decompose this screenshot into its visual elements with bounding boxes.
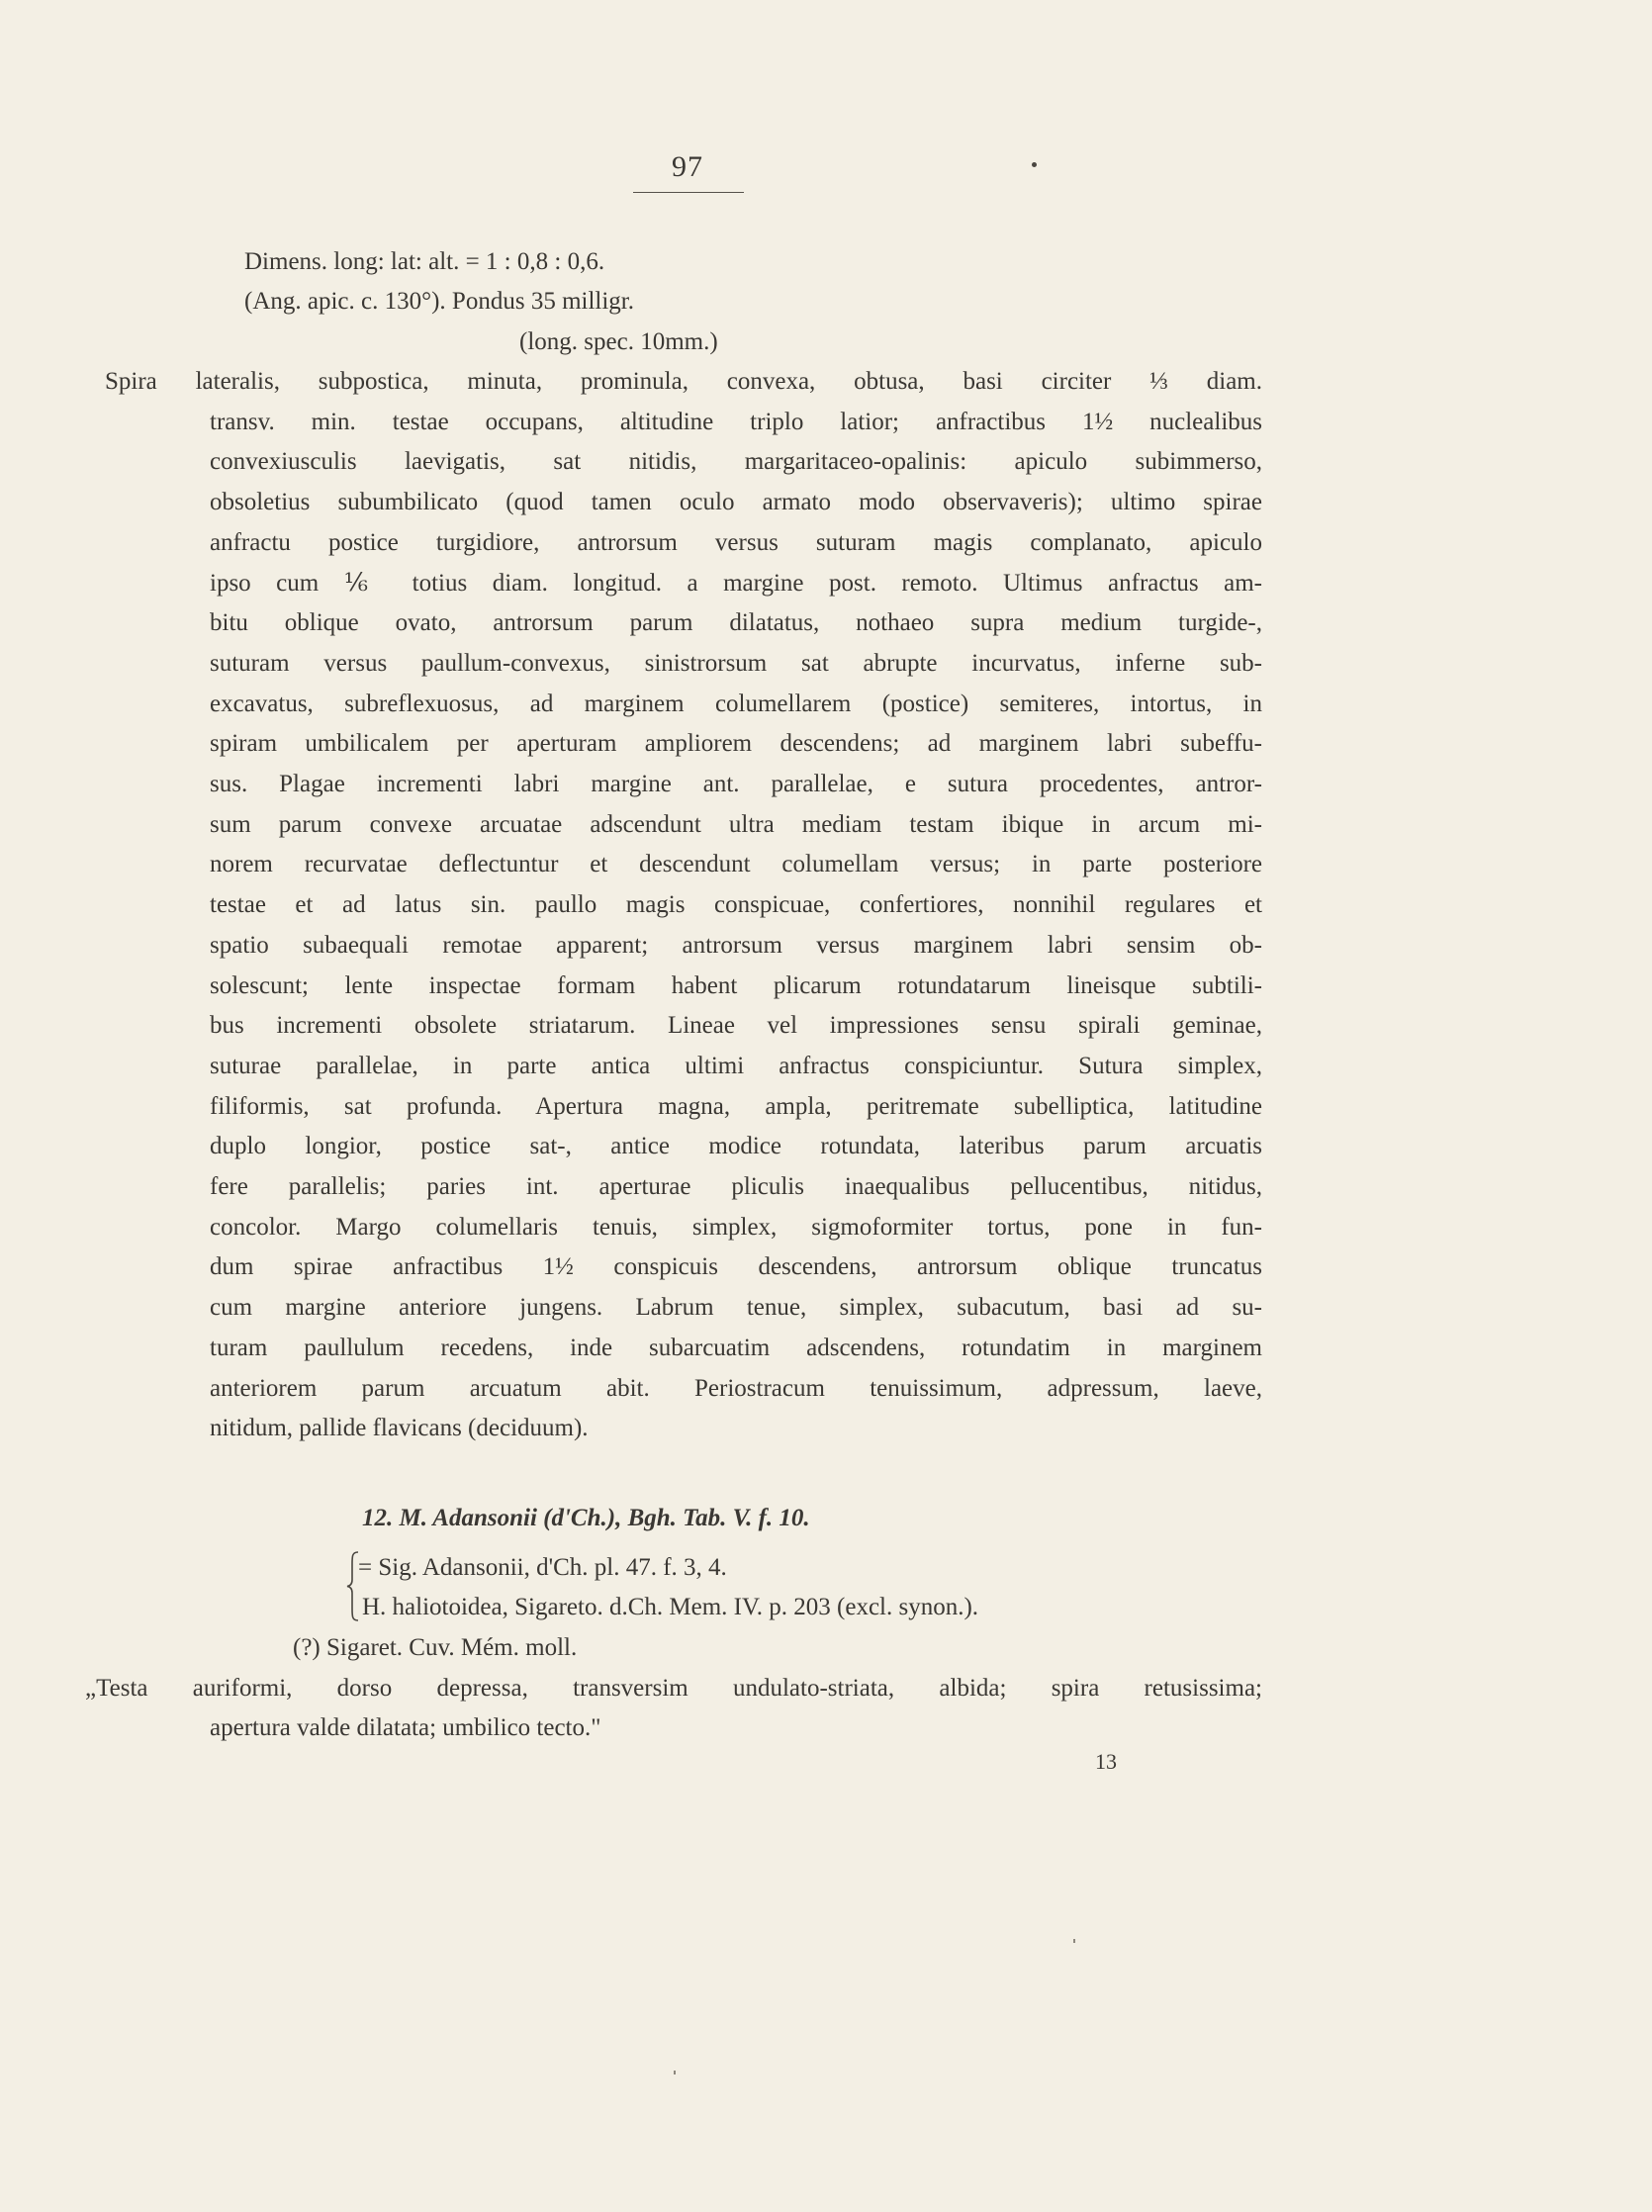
paper-speck [674, 2071, 676, 2074]
description-line: cum margine anteriore jungens. Labrum tenue, simplex, subacutum, basi ad su- [210, 1294, 1262, 1321]
page-number-rule [633, 192, 744, 193]
description-line: norem recurvatae deflectuntur et descendunt columellam versus; in parte posteriore [210, 851, 1262, 877]
description-line: spatio subaequali remotae apparent; antrorsum versus marginem labri sensim ob- [210, 932, 1262, 959]
description-line: bitu oblique ovato, antrorsum parum dilatatus, nothaeo supra medium turgide-, [210, 609, 1262, 636]
dimensions-line: (Ang. apic. c. 130°). Pondus 35 milligr. [244, 288, 634, 315]
species-heading: 12. M. Adansonii (d'Ch.), Bgh. Tab. V. f. 10. [362, 1505, 810, 1531]
dimensions-line: Dimens. long: lat: alt. = 1 : 0,8 : 0,6. [244, 248, 605, 275]
dimensions-line: (long. spec. 10mm.) [519, 328, 718, 355]
description-line: anteriorem parum arcuatum abit. Periostracum tenuissimum, adpressum, laeve, [210, 1375, 1262, 1402]
description-line: sum parum convexe arcuatae adscendunt ultra mediam testam ibique in arcum mi- [210, 811, 1262, 838]
synonym-line: H. haliotoidea, Sigareto. d.Ch. Mem. IV. p. 203 (excl. synon.). [362, 1594, 979, 1620]
synonym-line: = Sig. Adansonii, d'Ch. pl. 47. f. 3, 4. [358, 1554, 727, 1581]
description-line: obsoletius subumbilicato (quod tamen oculo armato modo observaveris); ultimo spirae [210, 489, 1262, 515]
ink-dot [1032, 162, 1037, 167]
description-line: bus incrementi obsolete striatarum. Lineae vel impressiones sensu spirali geminae, [210, 1012, 1262, 1039]
paper-speck [1073, 1939, 1075, 1943]
description-line: excavatus, subreflexuosus, ad marginem columellarem (postice) semiteres, intortus, in [210, 691, 1262, 717]
description-line: testae et ad latus sin. paullo magis conspicuae, confertiores, nonnihil regulares et [210, 891, 1262, 918]
description-line: spiram umbilicalem per aperturam ampliorem descendens; ad marginem labri subeffu- [210, 730, 1262, 757]
description-line: nitidum, pallide flavicans (deciduum). [210, 1415, 589, 1441]
description-line: concolor. Margo columellaris tenuis, simplex, sigmoformiter tortus, pone in fun- [210, 1214, 1262, 1241]
description-line: solescunt; lente inspectae formam habent plicarum rotundatarum lineisque subtili- [210, 972, 1262, 999]
description-line: convexiusculis laevigatis, sat nitidis, margaritaceo-opalinis: apiculo subimmerso, [210, 448, 1262, 475]
description-line: fere parallelis; paries int. aperturae pliculis inaequalibus pellucentibus, nitidus, [210, 1173, 1262, 1200]
description-line: anfractu postice turgidiore, antrorsum versus suturam magis complanato, apiculo [210, 529, 1262, 556]
description-line: suturam versus paullum-convexus, sinistrorsum sat abrupte incurvatus, inferne sub- [210, 650, 1262, 677]
folio-mark: 13 [1095, 1749, 1117, 1774]
description-line: filiformis, sat profunda. Apertura magna, ampla, peritremate subelliptica, latitudine [210, 1093, 1262, 1120]
synonym-line: (?) Sigaret. Cuv. Mém. moll. [293, 1634, 578, 1661]
diagnosis-quote-line: „Testa auriformi, dorso depressa, transversim undulato-striata, albida; spira retusissima; [85, 1675, 1262, 1702]
page-number: 97 [672, 150, 703, 183]
description-line: Spira lateralis, subpostica, minuta, prominula, convexa, obtusa, basi circiter ⅓ diam. [105, 368, 1262, 395]
description-line: sus. Plagae incrementi labri margine ant. parallelae, e sutura procedentes, antror- [210, 771, 1262, 797]
description-line: ipso cum ⅙ totius diam. longitud. a margine post. remoto. Ultimus anfractus am- [210, 570, 1262, 597]
description-line: turam paullulum recedens, inde subarcuatim adscendens, rotundatim in marginem [210, 1335, 1262, 1361]
diagnosis-quote-line: apertura valde dilatata; umbilico tecto." [210, 1714, 601, 1741]
description-line: duplo longior, postice sat-, antice modice rotundata, lateribus parum arcuatis [210, 1133, 1262, 1159]
description-line: suturae parallelae, in parte antica ultimi anfractus conspiciuntur. Sutura simplex, [210, 1053, 1262, 1079]
description-line: transv. min. testae occupans, altitudine triplo latior; anfractibus 1½ nuclealibus [210, 409, 1262, 435]
description-line: dum spirae anfractibus 1½ conspicuis descendens, antrorsum oblique truncatus [210, 1253, 1262, 1280]
